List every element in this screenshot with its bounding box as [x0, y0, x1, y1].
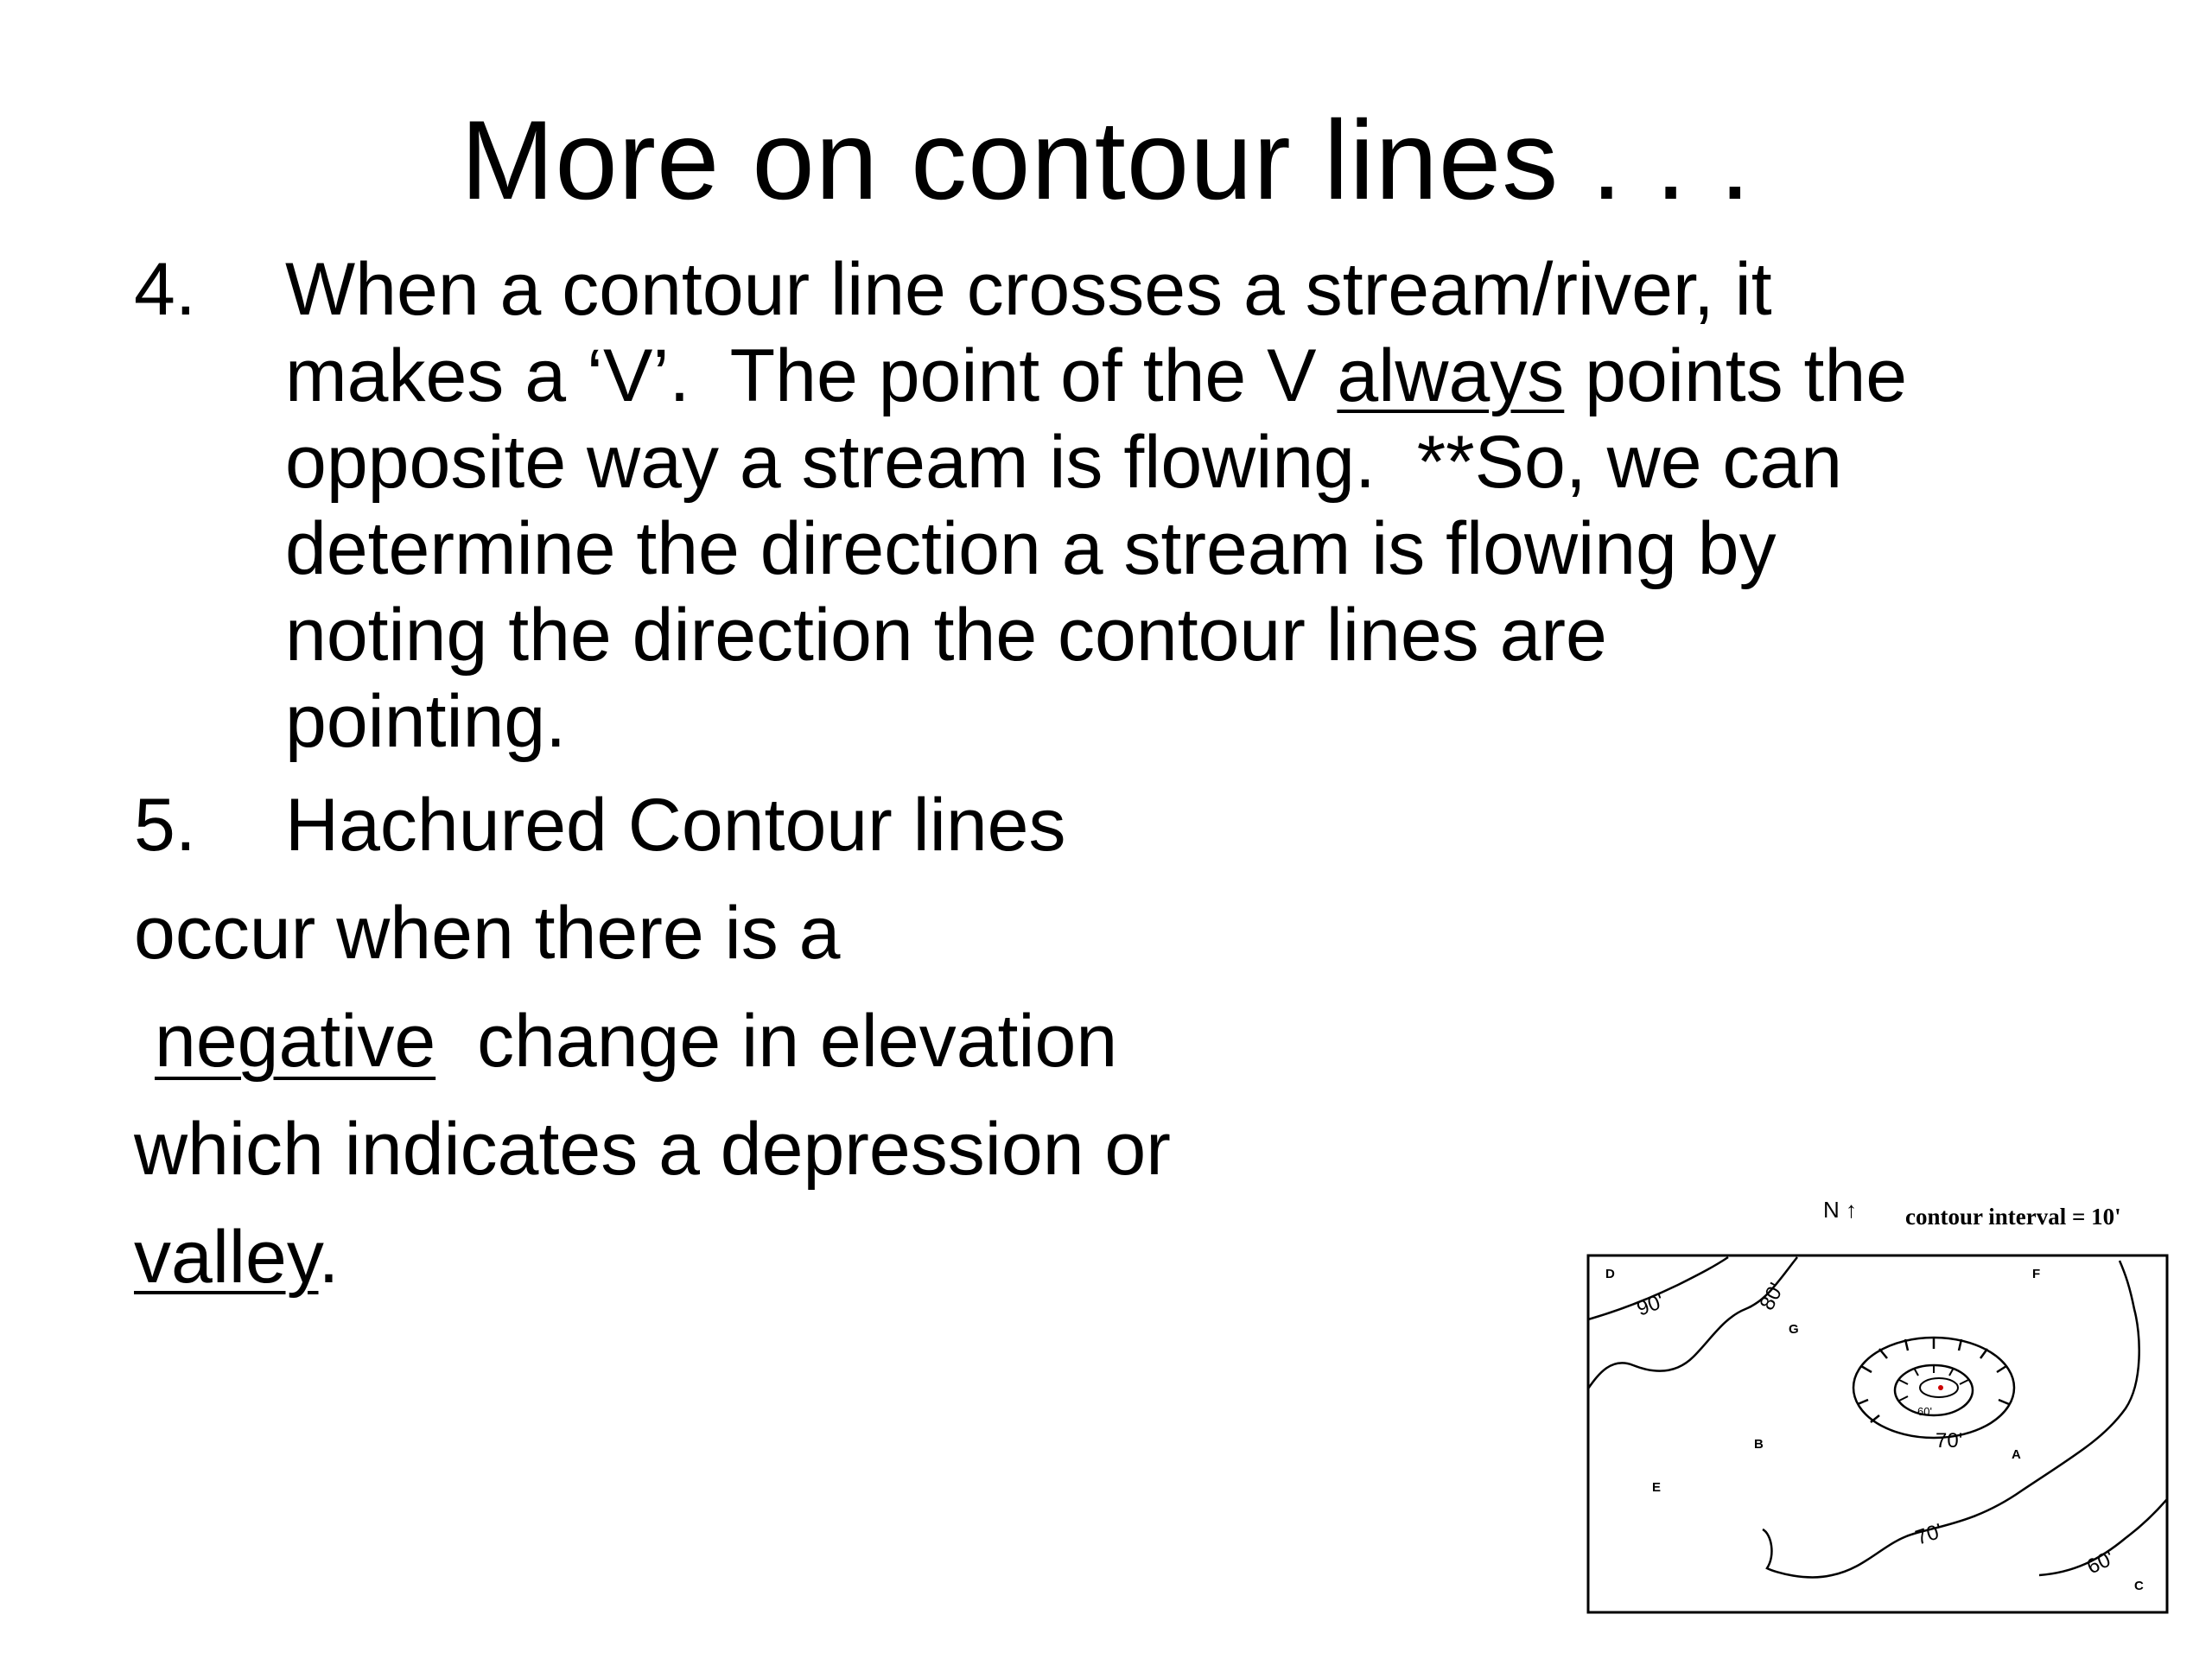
list-number-4: 4. [134, 248, 196, 331]
item4-line2-pre: makes a ‘V’. The point of the V [285, 334, 1338, 417]
list-number-5: 5. [134, 784, 196, 867]
contour-interval-label: contour interval = 10' [1905, 1204, 2121, 1230]
fill-in-blank-answer: negative [155, 1000, 436, 1083]
point-label-e: E [1652, 1480, 1662, 1495]
para-line4 [134, 1214, 339, 1300]
para-line3: which indicates a depression or [134, 1108, 1171, 1191]
point-label-d: D [1605, 1267, 1615, 1281]
underlined-always: always [1337, 334, 1565, 417]
para-line4-post: . [318, 1216, 340, 1299]
item4-line4: determine the direction a stream is flowing by [285, 507, 1777, 590]
contour-label-90: 90' [1633, 1289, 1668, 1321]
contour-map-figure [1573, 1188, 2177, 1616]
contour-label-60-inner: 60' [1917, 1405, 1932, 1418]
contour-label-70-outer: 70' [1912, 1519, 1946, 1550]
para-line2 [134, 998, 1117, 1084]
point-label-b: B [1754, 1437, 1764, 1452]
hachure-ticks-outer [1858, 1338, 2009, 1422]
list-item-5-text: Hachured Contour lines [285, 784, 1066, 867]
point-label-a: A [2012, 1447, 2021, 1462]
item4-line2-post: points the [1564, 334, 1908, 417]
north-arrow-label: N ↑ [1823, 1197, 1857, 1223]
slide-title: More on contour lines . . . [461, 97, 1751, 223]
para-line1: occur when there is a [134, 892, 841, 975]
para-line2-post: change in elevation [477, 1000, 1118, 1083]
point-label-f: F [2032, 1267, 2041, 1281]
item4-line3: opposite way a stream is flowing. **So, we can [285, 421, 1843, 504]
contour-label-70-inner: 70' [1936, 1429, 1963, 1452]
contour-map [1573, 1188, 2177, 1616]
map-frame [1588, 1255, 2167, 1612]
hachured-contour-outer [1853, 1338, 2014, 1438]
item4-line5: noting the direction the contour lines are [285, 594, 1607, 677]
contour-70-outer [1763, 1261, 2139, 1577]
item4-line6: pointing. [285, 680, 567, 763]
underlined-valley: valley [134, 1216, 319, 1299]
list-item-4-text [285, 246, 2143, 765]
point-label-g: G [1789, 1322, 1799, 1337]
item4-line1: When a contour line crosses a stream/river, it [285, 248, 1772, 331]
contour-label-80: 80' [1755, 1279, 1789, 1314]
depression-center-dot [1938, 1385, 1943, 1390]
point-label-c: C [2134, 1579, 2144, 1593]
item4-line2 [285, 333, 2143, 419]
contour-label-60-outer: 60' [2083, 1546, 2118, 1580]
